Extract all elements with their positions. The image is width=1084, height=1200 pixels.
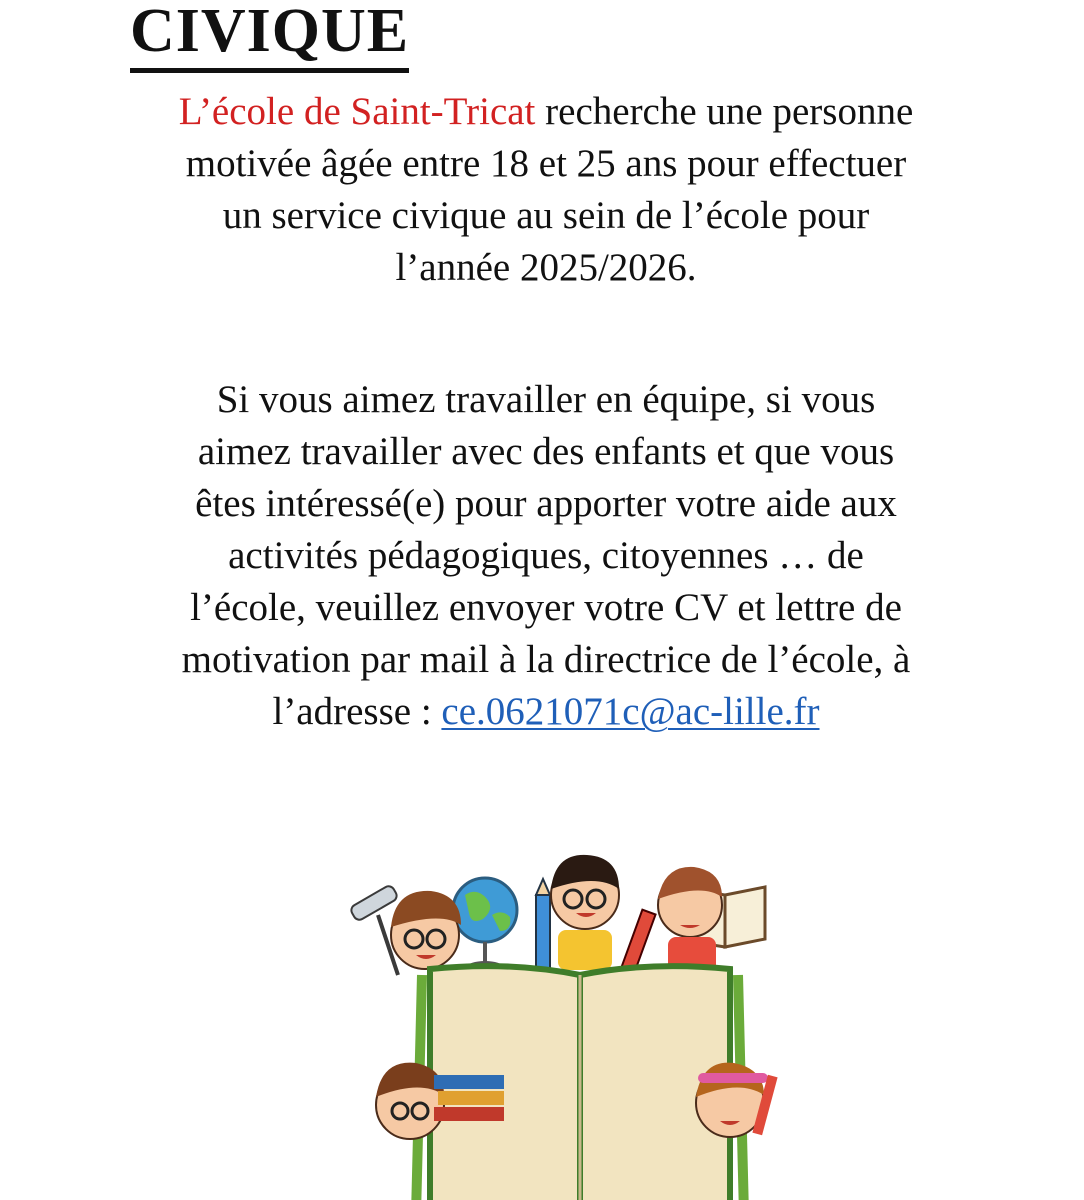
details-line-5: l’école, veuillez envoyer votre CV et lettre de <box>190 586 902 629</box>
child-1 <box>391 891 461 969</box>
children-reading-book-illustration <box>330 835 830 1200</box>
details-line-2: aimez travailler avec des enfants et que vous <box>197 430 895 473</box>
email-link[interactable]: ce.0621071c@ac-lille.fr <box>441 690 820 733</box>
globe-icon <box>453 878 517 973</box>
details-line-1: Si vous aimez travailler en équipe, si vous <box>216 378 876 421</box>
details-line-6: motivation par mail à la directrice de l’école, à <box>181 638 911 681</box>
child-3 <box>658 867 722 973</box>
details-line-7 <box>120 686 972 738</box>
details-paragraph <box>120 374 972 738</box>
child-5 <box>696 1063 778 1137</box>
school-name: L’école de Saint-Tricat <box>178 90 536 133</box>
details-line-3: êtes intéressé(e) pour apporter votre aide aux <box>195 482 897 525</box>
child-2 <box>551 855 619 970</box>
intro-paragraph <box>120 86 972 294</box>
details-line-4: activités pédagogiques, citoyennes … de <box>228 534 864 577</box>
page-title: CIVIQUE <box>130 0 409 73</box>
intro-line-1 <box>120 86 972 138</box>
address-prefix: l’adresse : <box>272 690 442 733</box>
intro-line-2: motivée âgée entre 18 et 25 ans pour effectuer <box>185 142 907 185</box>
intro-line-1-rest: recherche une personne <box>535 90 914 133</box>
intro-line-3: un service civique au sein de l’école pour <box>222 194 870 237</box>
intro-line-4: l’année 2025/2026. <box>395 246 697 289</box>
